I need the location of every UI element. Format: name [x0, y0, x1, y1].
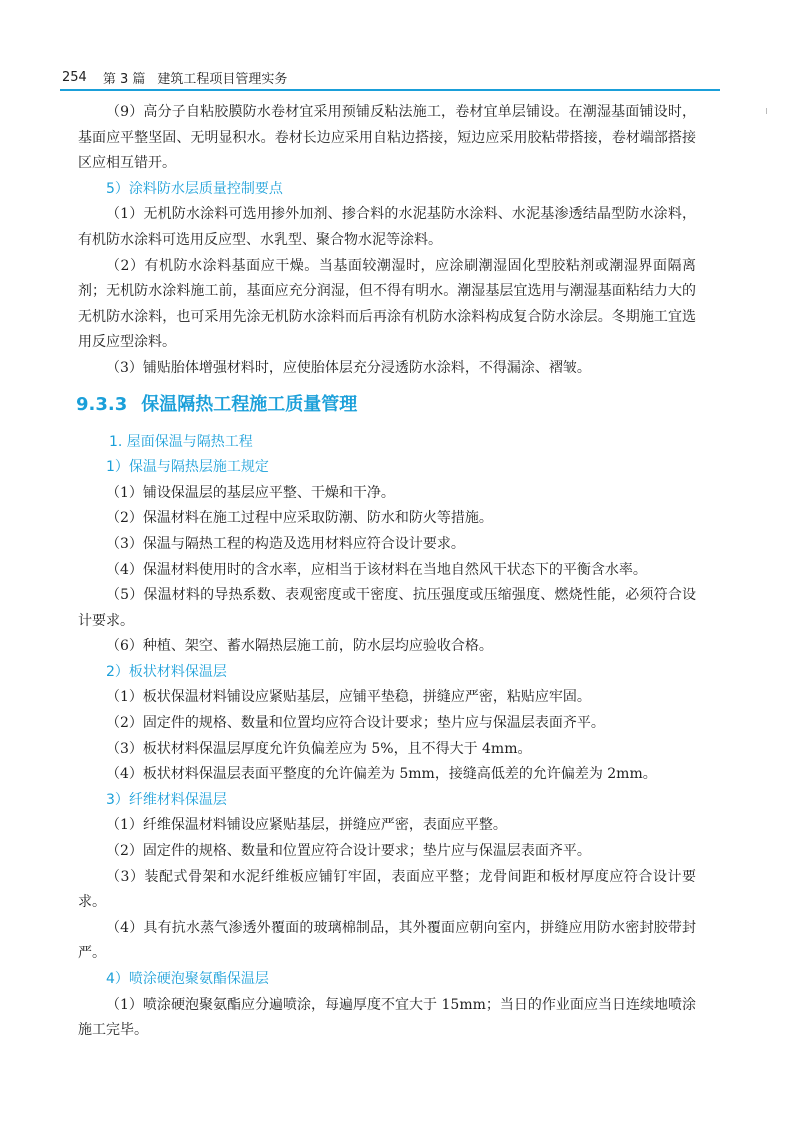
- section-title: 保温隔热工程施工质量管理: [141, 393, 358, 415]
- paragraph: （1）喷涂硬泡聚氨酯应分遍喷涂，每遍厚度不宜大于 15mm；当日的作业面应当日连续地喷涂施工完毕。: [78, 996, 696, 1039]
- paragraph: （2）固定件的规格、数量和位置应符合设计要求；垫片应与保温层表面齐平。: [106, 843, 591, 860]
- subheading: 4）喷涂硬泡聚氨酯保温层: [106, 971, 269, 987]
- book-part-title: 建筑工程项目管理实务: [157, 71, 288, 87]
- subheading: 5）涂料防水层质量控制要点: [106, 180, 283, 197]
- page-number: 254: [62, 69, 87, 85]
- header-rule: [60, 89, 720, 91]
- section-number: 9.3.3: [76, 393, 128, 415]
- paragraph: （1）板状保温材料铺设应紧贴基层，应铺平垫稳，拼缝应严密，粘贴应牢固。: [106, 689, 591, 706]
- part-label: 第 3 篇: [102, 71, 146, 87]
- paragraph: （3）板状材料保温层厚度允许负偏差应为 5%，且不得大于 4mm。: [106, 740, 532, 757]
- paragraph: （1）铺设保温层的基层应平整、干燥和干净。: [106, 484, 395, 501]
- paragraph: （9）高分子自粘胶膜防水卷材宜采用预铺反粘法施工，卷材宜单层铺设。在潮湿基面铺设时，基面应平整坚固、无明显积水。卷材长边应采用自粘边搭接，短边应采用胶粘带搭接，卷材端部搭接区应相互错开。: [78, 104, 696, 172]
- paragraph: （1）纤维保温材料铺设应紧贴基层，拼缝应严密，表面应平整。: [106, 817, 507, 834]
- paragraph: （4）保温材料使用时的含水率，应相当于该材料在当地自然风干状态下的平衡含水率。: [106, 561, 647, 578]
- subheading: 2）板状材料保温层: [106, 663, 227, 680]
- page-body: [78, 100, 696, 1044]
- paragraph: （1）无机防水涂料可选用掺外加剂、掺合料的水泥基防水涂料、水泥基渗透结晶型防水涂料，有机防水涂料可选用反应型、水乳型、聚合物水泥等涂料。: [78, 206, 696, 248]
- paragraph: （4）具有抗水蒸气渗透外覆面的玻璃棉制品，其外覆面应朝向室内，拼缝应用防水密封胶带封严。: [78, 919, 696, 962]
- paragraph: （3）装配式骨架和水泥纤维板应铺钉牢固，表面应平整；龙骨间距和板材厚度应符合设计要求。: [78, 868, 696, 911]
- running-header: [62, 66, 738, 88]
- paragraph: （3）保温与隔热工程的构造及选用材料应符合设计要求。: [106, 535, 465, 552]
- paragraph: （2）有机防水涂料基面应干燥。当基面较潮湿时，应涂刷潮湿固化型胶粘剂或潮湿界面隔离剂；无机防水涂料施工前，基面应充分润湿，但不得有明水。潮湿基层宜选用与潮湿基面粘结力大的无机防水涂料，也可采用先涂无机防水涂料而后再涂有机防水涂料构成复合防水涂层。冬期施工宜选用反应型涂料。: [78, 257, 696, 351]
- edge-mark: [766, 108, 767, 114]
- paragraph: （3）铺贴胎体增强材料时，应使胎体层充分浸透防水涂料，不得漏涂、褶皱。: [106, 359, 591, 376]
- paragraph: （2）保温材料在施工过程中应采取防潮、防水和防火等措施。: [106, 510, 493, 527]
- paragraph: （6）种植、架空、蓄水隔热层施工前，防水层均应验收合格。: [106, 638, 493, 655]
- subheading-level1: 1. 屋面保温与隔热工程: [109, 433, 253, 450]
- subheading: 1）保温与隔热层施工规定: [106, 459, 269, 476]
- subheading: 3）纤维材料保温层: [106, 791, 227, 808]
- paragraph: （4）板状材料保温层表面平整度的允许偏差为 5mm，接缝高低差的允许偏差为 2mm。: [106, 766, 657, 783]
- section-heading: [76, 392, 696, 418]
- paragraph: （5）保温材料的导热系数、表观密度或干密度、抗压强度或压缩强度、燃烧性能，必须符合设计要求。: [78, 587, 696, 629]
- paragraph: （2）固定件的规格、数量和位置均应符合设计要求；垫片应与保温层表面齐平。: [106, 715, 605, 732]
